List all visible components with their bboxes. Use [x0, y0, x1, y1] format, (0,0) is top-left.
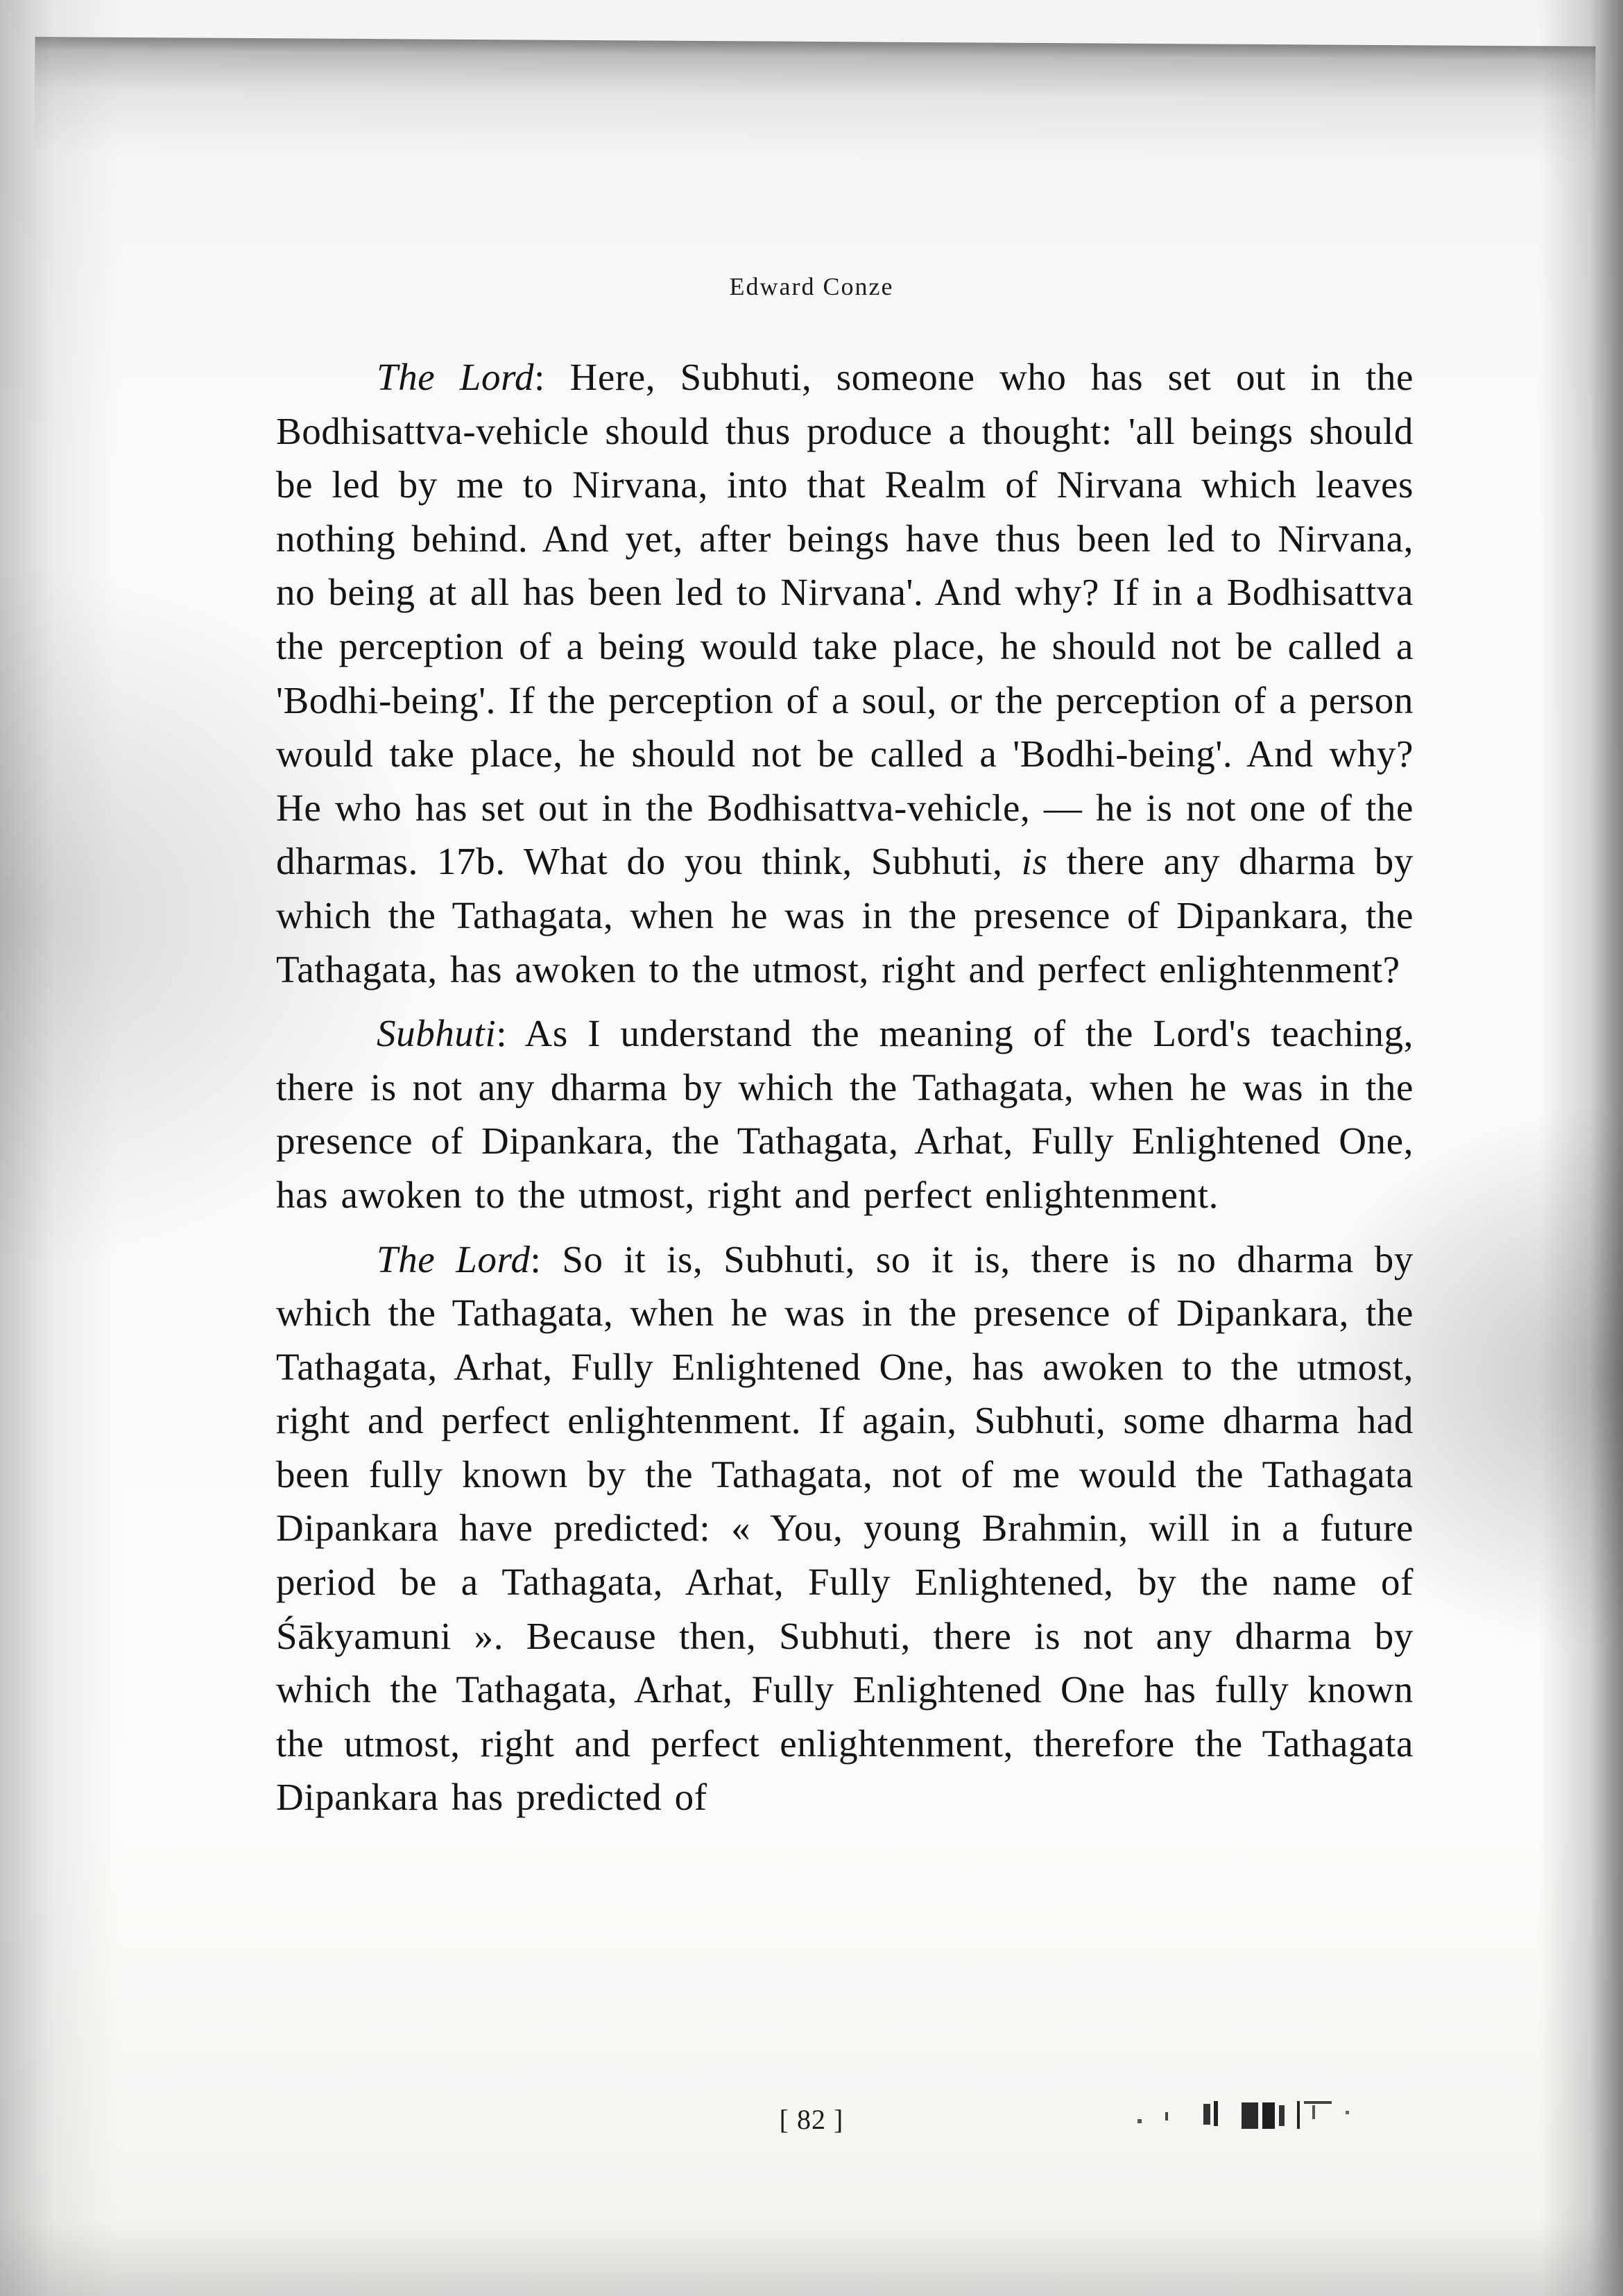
paragraph-lord-2	[276, 1233, 1414, 1825]
paragraph-text: : As I understand the meaning of the Lord's teaching, there is not any dharma by which the Tathagata, when he was in the presence of Dipankara, the Tathagata, Arhat, Fully Enlightened One, has awoken to the utmost, right and perfect enlightenment.	[276, 1012, 1414, 1216]
speaker-label: The Lord	[377, 1237, 531, 1280]
running-head: Edward Conze	[729, 273, 894, 300]
scan-right-edge-shading	[1540, 0, 1623, 2296]
body-text	[276, 350, 1414, 1824]
paragraph-subhuti	[276, 1006, 1414, 1222]
speaker-label: The Lord	[377, 356, 535, 398]
paragraph-text-continued: there any dharma by which the Tathagata, when he was in the presence of Dipankara, the Tathagata, has awoken to the utmost, right and perfect enlightenment?	[276, 840, 1414, 991]
scan-bottom-edge-shading	[0, 2220, 1623, 2296]
speaker-label: Subhuti	[377, 1012, 497, 1055]
scan-left-edge-shading	[0, 0, 118, 2296]
paragraph-text: : Here, Subhuti, someone who has set out in the Bodhisattva-vehicle should thus produce a thought: 'all beings should be led by me to Nirvana, into that Realm of Nirvana which leaves nothing behind. And yet, after beings have thus been led to Nirvana, no being at all has been led to Nirvana'. And why? If in a Bodhisattva the perception of a being would take place, he should not be called a 'Bodhi-being'. If the perception of a soul, or the perception of a person would take place, he should not be called a 'Bodhi-being'. And why? He who has set out in the Bodhisattva-vehicle, — he is not one of the dharmas. 17b. What do you think, Subhuti,	[276, 356, 1414, 883]
scan-top-shadow	[35, 37, 1596, 164]
paragraph-text: : So it is, Subhuti, so it is, there is no dharma by which the Tathagata, when he was in the presence of Dipankara, the Tathagata, Arhat, Fully Enlightened One, has awoken to the utmost, right and perfect enlightenment. If again, Subhuti, some dharma had been fully known by the Tathagata, not of me would the Tathagata Dipankara have predicted: « You, young Brahmin, will in a future period be a Tathagata, Arhat, Fully Enlightened, by the name of Śākyamuni ». Because then, Subhuti, there is not any dharma by which the Tathagata, Arhat, Fully Enlightened One has fully known the utmost, right and perfect enlightenment, therefore the Tathagata Dipankara has predicted of	[276, 1237, 1414, 1819]
emphasis-word: is	[1021, 840, 1048, 883]
page-number: [ 82 ]	[779, 2104, 844, 2135]
paragraph-lord-1	[276, 350, 1414, 996]
